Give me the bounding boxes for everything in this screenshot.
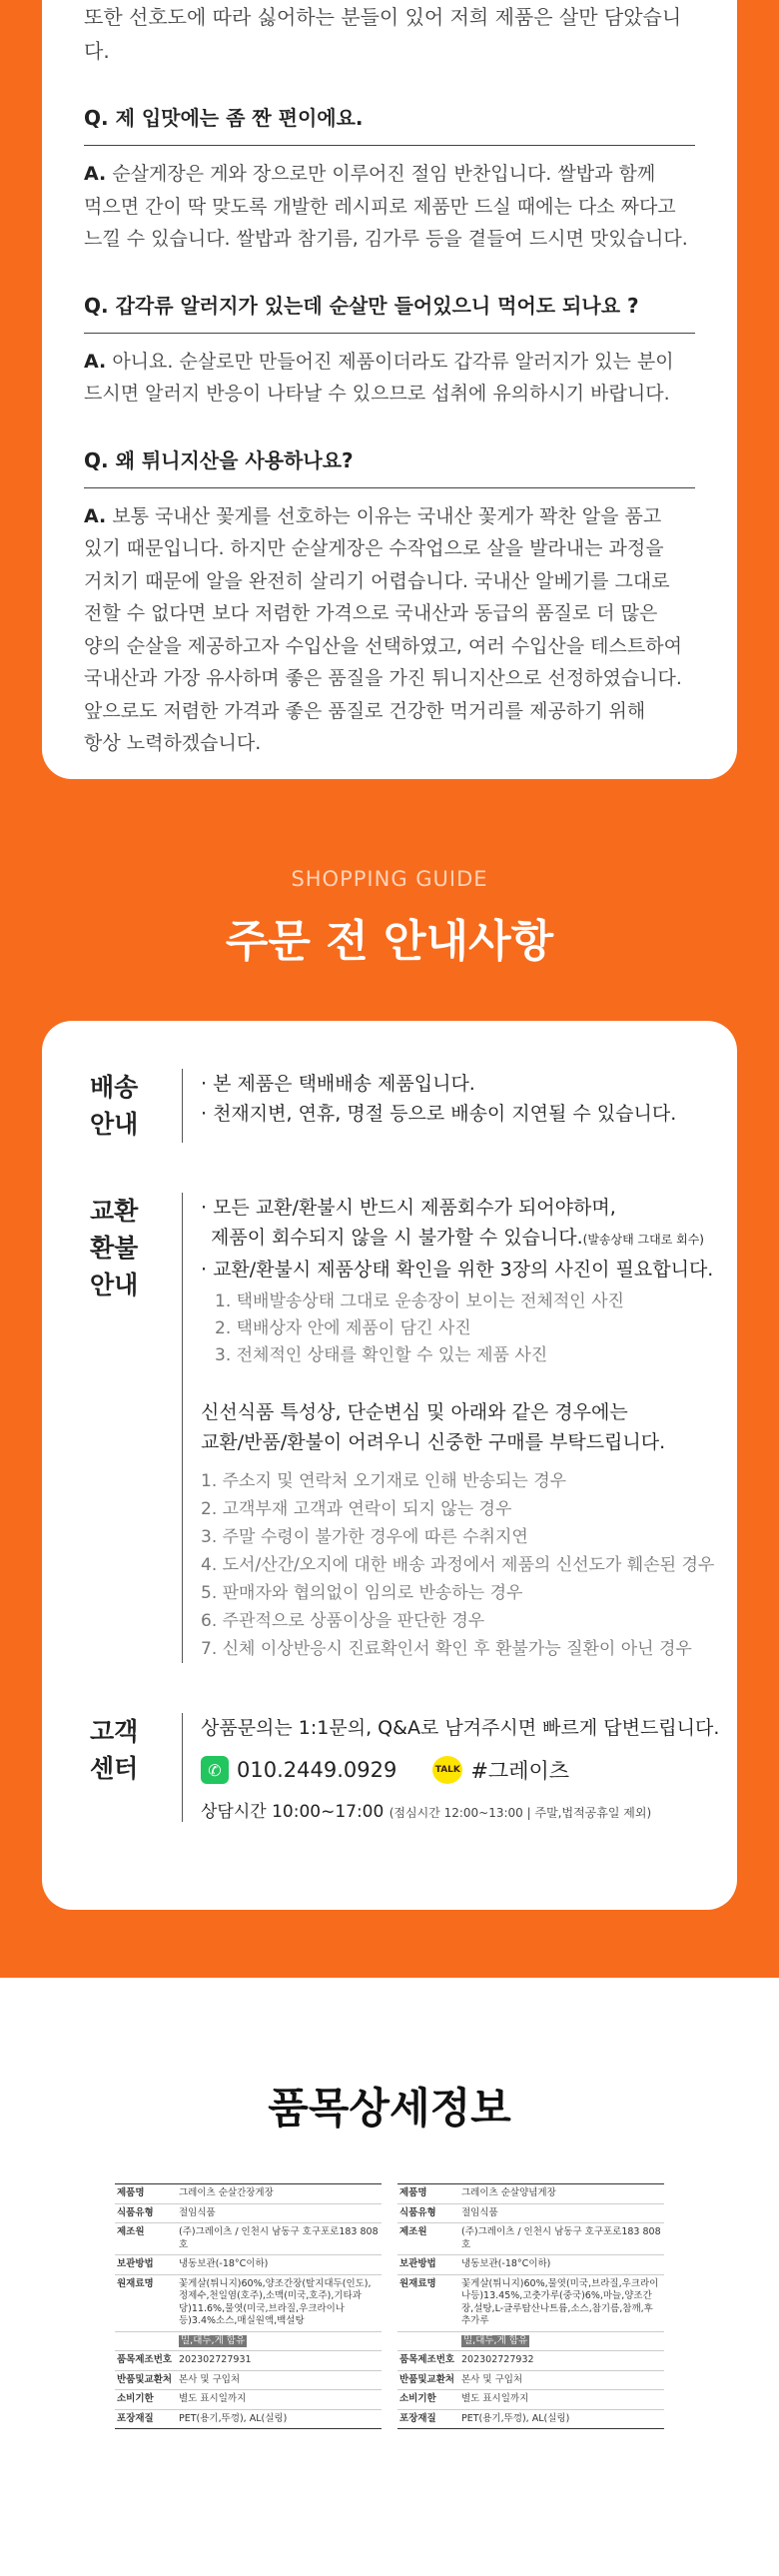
faq-answer: A. 보통 국내산 꽃게를 선호하는 이유는 국내산 꽃게가 꽉찬 알을 품고 있기 때문입니다. 하지만 순살게장은 수작업으로 살을 발라내는 과정을 거치기 때문에 알을 완전히 살리기 어렵습니다. 국내산 알베기를 그대로 전할 수 없다면 보다 저렴한 가격으로 국내산과 동급의 품질로 더 많은 양의 순살을 제공하고자 수입산을 선택하였고, 여러 수입산을 테스트하여 국내산과 가장 유사하며 좋은 품질을 가진 튀니지산으로 선정하였습니다. 앞으로도 저렴한 가격과 좋은 품질로 건강한 먹거리를 제공하기 위해 항상 노력하겠습니다. [84, 504, 682, 754]
detail-title: 품목상세정보 [268, 2084, 511, 2133]
table-row: 보관방법 냉동보관(-18°C이하) [115, 2255, 382, 2275]
faq-question: Q. 갑각류 알러지가 있는데 순살만 들어있으니 먹어도 되나요 ? [84, 290, 695, 334]
guide-eyebrow: SHOPPING GUIDE [291, 867, 488, 891]
exchange-label: 교환 환불 안내 [90, 1197, 139, 1299]
phone-number[interactable]: 010.2449.0929 [237, 1758, 397, 1782]
exchange-line: · 모든 교환/환불시 반드시 제품회수가 되어야하며, [201, 1197, 616, 1219]
exchange-section [90, 1193, 737, 1663]
faq-answer: A. 순살게장은 게와 장으로만 이루어진 절임 반찬입니다. 쌀밥과 함께 먹으면 간이 딱 맞도록 개발한 레시피로 제품만 드실 때에는 다소 짜다고 느낄 수 있습니다. 쌀밥과 참기름, 김가루 등을 곁들여 드시면 맛있습니다. [84, 163, 688, 250]
kakao-channel[interactable]: #그레이츠 [470, 1759, 570, 1783]
table-row: 제조원 (주)그레이츠 / 인천시 남동구 호구포로183 808호 [397, 2223, 664, 2255]
table-row: 원재료명 꽃게살(튀니지)60%,양조간장(탈지대두(인도),정제수,천일염(호주),소맥(미국,호주),기타과당)11.6%,물엿(미국,브라질,우크라이나 등)3.4%소스,매실원액,백설탕 [115, 2274, 382, 2331]
shipping-line: · 본 제품은 택배배송 제품입니다. [201, 1073, 475, 1095]
case-item: 1. 주소지 및 연락처 오기재로 인해 반송되는 경우 [201, 1471, 567, 1491]
case-item: 5. 판매자와 협의없이 임의로 반송하는 경우 [201, 1583, 523, 1603]
table-row: 제조원 (주)그레이츠 / 인천시 남동구 호구포로183 808호 [115, 2223, 382, 2255]
photo-item: 1. 택배발송상태 그대로 운송장이 보이는 전체적인 사진 [215, 1291, 624, 1311]
contact-row [201, 1755, 719, 1785]
table-row [115, 2331, 382, 2351]
table-row: 포장재질 PET(용기,뚜껑), AL(실링) [397, 2409, 664, 2429]
cs-label: 고객 센터 [90, 1717, 139, 1783]
shipping-label: 배송 안내 [90, 1073, 139, 1139]
cs-line: 상품문의는 1:1문의, Q&A로 남겨주시면 빠르게 답변드립니다. [201, 1717, 720, 1739]
case-item: 7. 신체 이상반응시 진료확인서 확인 후 환불가능 질환이 아닌 경우 [201, 1639, 692, 1659]
case-item: 6. 주관적으로 상품이상을 판단한 경우 [201, 1611, 485, 1631]
cs-section [90, 1713, 737, 1822]
table-row [397, 2331, 664, 2351]
case-item: 4. 도서/산간/오지에 대한 배송 과정에서 제품의 신선도가 훼손된 경우 [201, 1555, 715, 1575]
exchange-note: 신선식품 특성상, 단순변심 및 아래와 같은 경우에는 교환/반품/환불이 어려우니 신중한 구매를 부탁드립니다. [201, 1401, 666, 1453]
product-info-table [397, 2183, 664, 2429]
faq-item [84, 290, 695, 411]
faq-answer: A. 아니요. 순살로만 만들어진 제품이더라도 갑각류 알러지가 있는 분이 드시면 알러지 반응이 나타날 수 있으므로 섭취에 유의하시기 바랍니다. [84, 350, 674, 405]
faq-item [84, 444, 695, 760]
allergy-badge: 밀,대두,게 함유 [463, 2334, 528, 2346]
allergy-badge: 밀,대두,게 함유 [181, 2334, 246, 2346]
phone-icon: ✆ [201, 1756, 229, 1784]
shipping-line: · 천재지변, 연휴, 명절 등으로 배송이 지연될 수 있습니다. [201, 1103, 677, 1125]
faq-item [84, 102, 695, 256]
case-item: 2. 고객부재 고객과 연락이 되지 않는 경우 [201, 1499, 512, 1519]
photo-item: 3. 전체적인 상태를 확인할 수 있는 제품 사진 [215, 1345, 548, 1365]
case-list [201, 1467, 714, 1663]
table-row: 식품유형 절임식품 [115, 2203, 382, 2223]
guide-title: 주문 전 안내사항 [225, 916, 554, 967]
shipping-section [90, 1069, 737, 1143]
table-row: 반품및교환처 본사 및 구입처 [397, 2370, 664, 2390]
exchange-line: 제품이 회수되지 않을 시 불가할 수 있습니다.(발송상태 그대로 회수) [211, 1227, 704, 1249]
exchange-line: · 교환/환불시 제품상태 확인을 위한 3장의 사진이 필요합니다. [201, 1259, 714, 1281]
product-detail-section [0, 1978, 779, 2576]
table-row: 반품및교환처 본사 및 구입처 [115, 2370, 382, 2390]
guide-card [42, 1021, 737, 1910]
table-row: 제품명 그레이츠 순살간장게장 [115, 2184, 382, 2204]
table-row: 품목제조번호 202302727931 [115, 2351, 382, 2371]
product-info-table [115, 2183, 382, 2429]
table-row: 제품명 그레이츠 순살양념게장 [397, 2184, 664, 2204]
photo-list [201, 1288, 714, 1369]
faq-question: Q. 제 입맛에는 좀 짠 편이에요. [84, 102, 695, 146]
table-row: 소비기한 별도 표시일까지 [115, 2390, 382, 2410]
table-row: 식품유형 절임식품 [397, 2203, 664, 2223]
kakaotalk-icon: TALK [432, 1756, 462, 1784]
table-row: 보관방법 냉동보관(-18°C이하) [397, 2255, 664, 2275]
faq-question: Q. 왜 튀니지산을 사용하나요? [84, 444, 695, 488]
faq-intro: 또한 선호도에 따라 싫어하는 분들이 있어 저희 제품은 살만 담았습니다. [84, 5, 682, 63]
table-row: 원재료명 꽃게살(튀니지)60%,물엿(미국,브라질,우크라이나등)13.45%,고춧가루(중국)6%,마늘,양조간장,설탕,L-글루탐산나트륨,소스,참기름,참깨,후추가루 [397, 2274, 664, 2331]
case-item: 3. 주말 수령이 불가한 경우에 따른 수취지연 [201, 1527, 528, 1547]
table-row: 품목제조번호 202302727932 [397, 2351, 664, 2371]
cs-hours: 상담시간 10:00~17:00 (점심시간 12:00~13:00 | 주말,법적공휴일 제외) [201, 1802, 652, 1822]
table-row: 소비기한 별도 표시일까지 [397, 2390, 664, 2410]
faq-card [42, 0, 737, 779]
photo-item: 2. 택배상자 안에 제품이 담긴 사진 [215, 1318, 471, 1338]
table-row: 포장재질 PET(용기,뚜껑), AL(실링) [115, 2409, 382, 2429]
